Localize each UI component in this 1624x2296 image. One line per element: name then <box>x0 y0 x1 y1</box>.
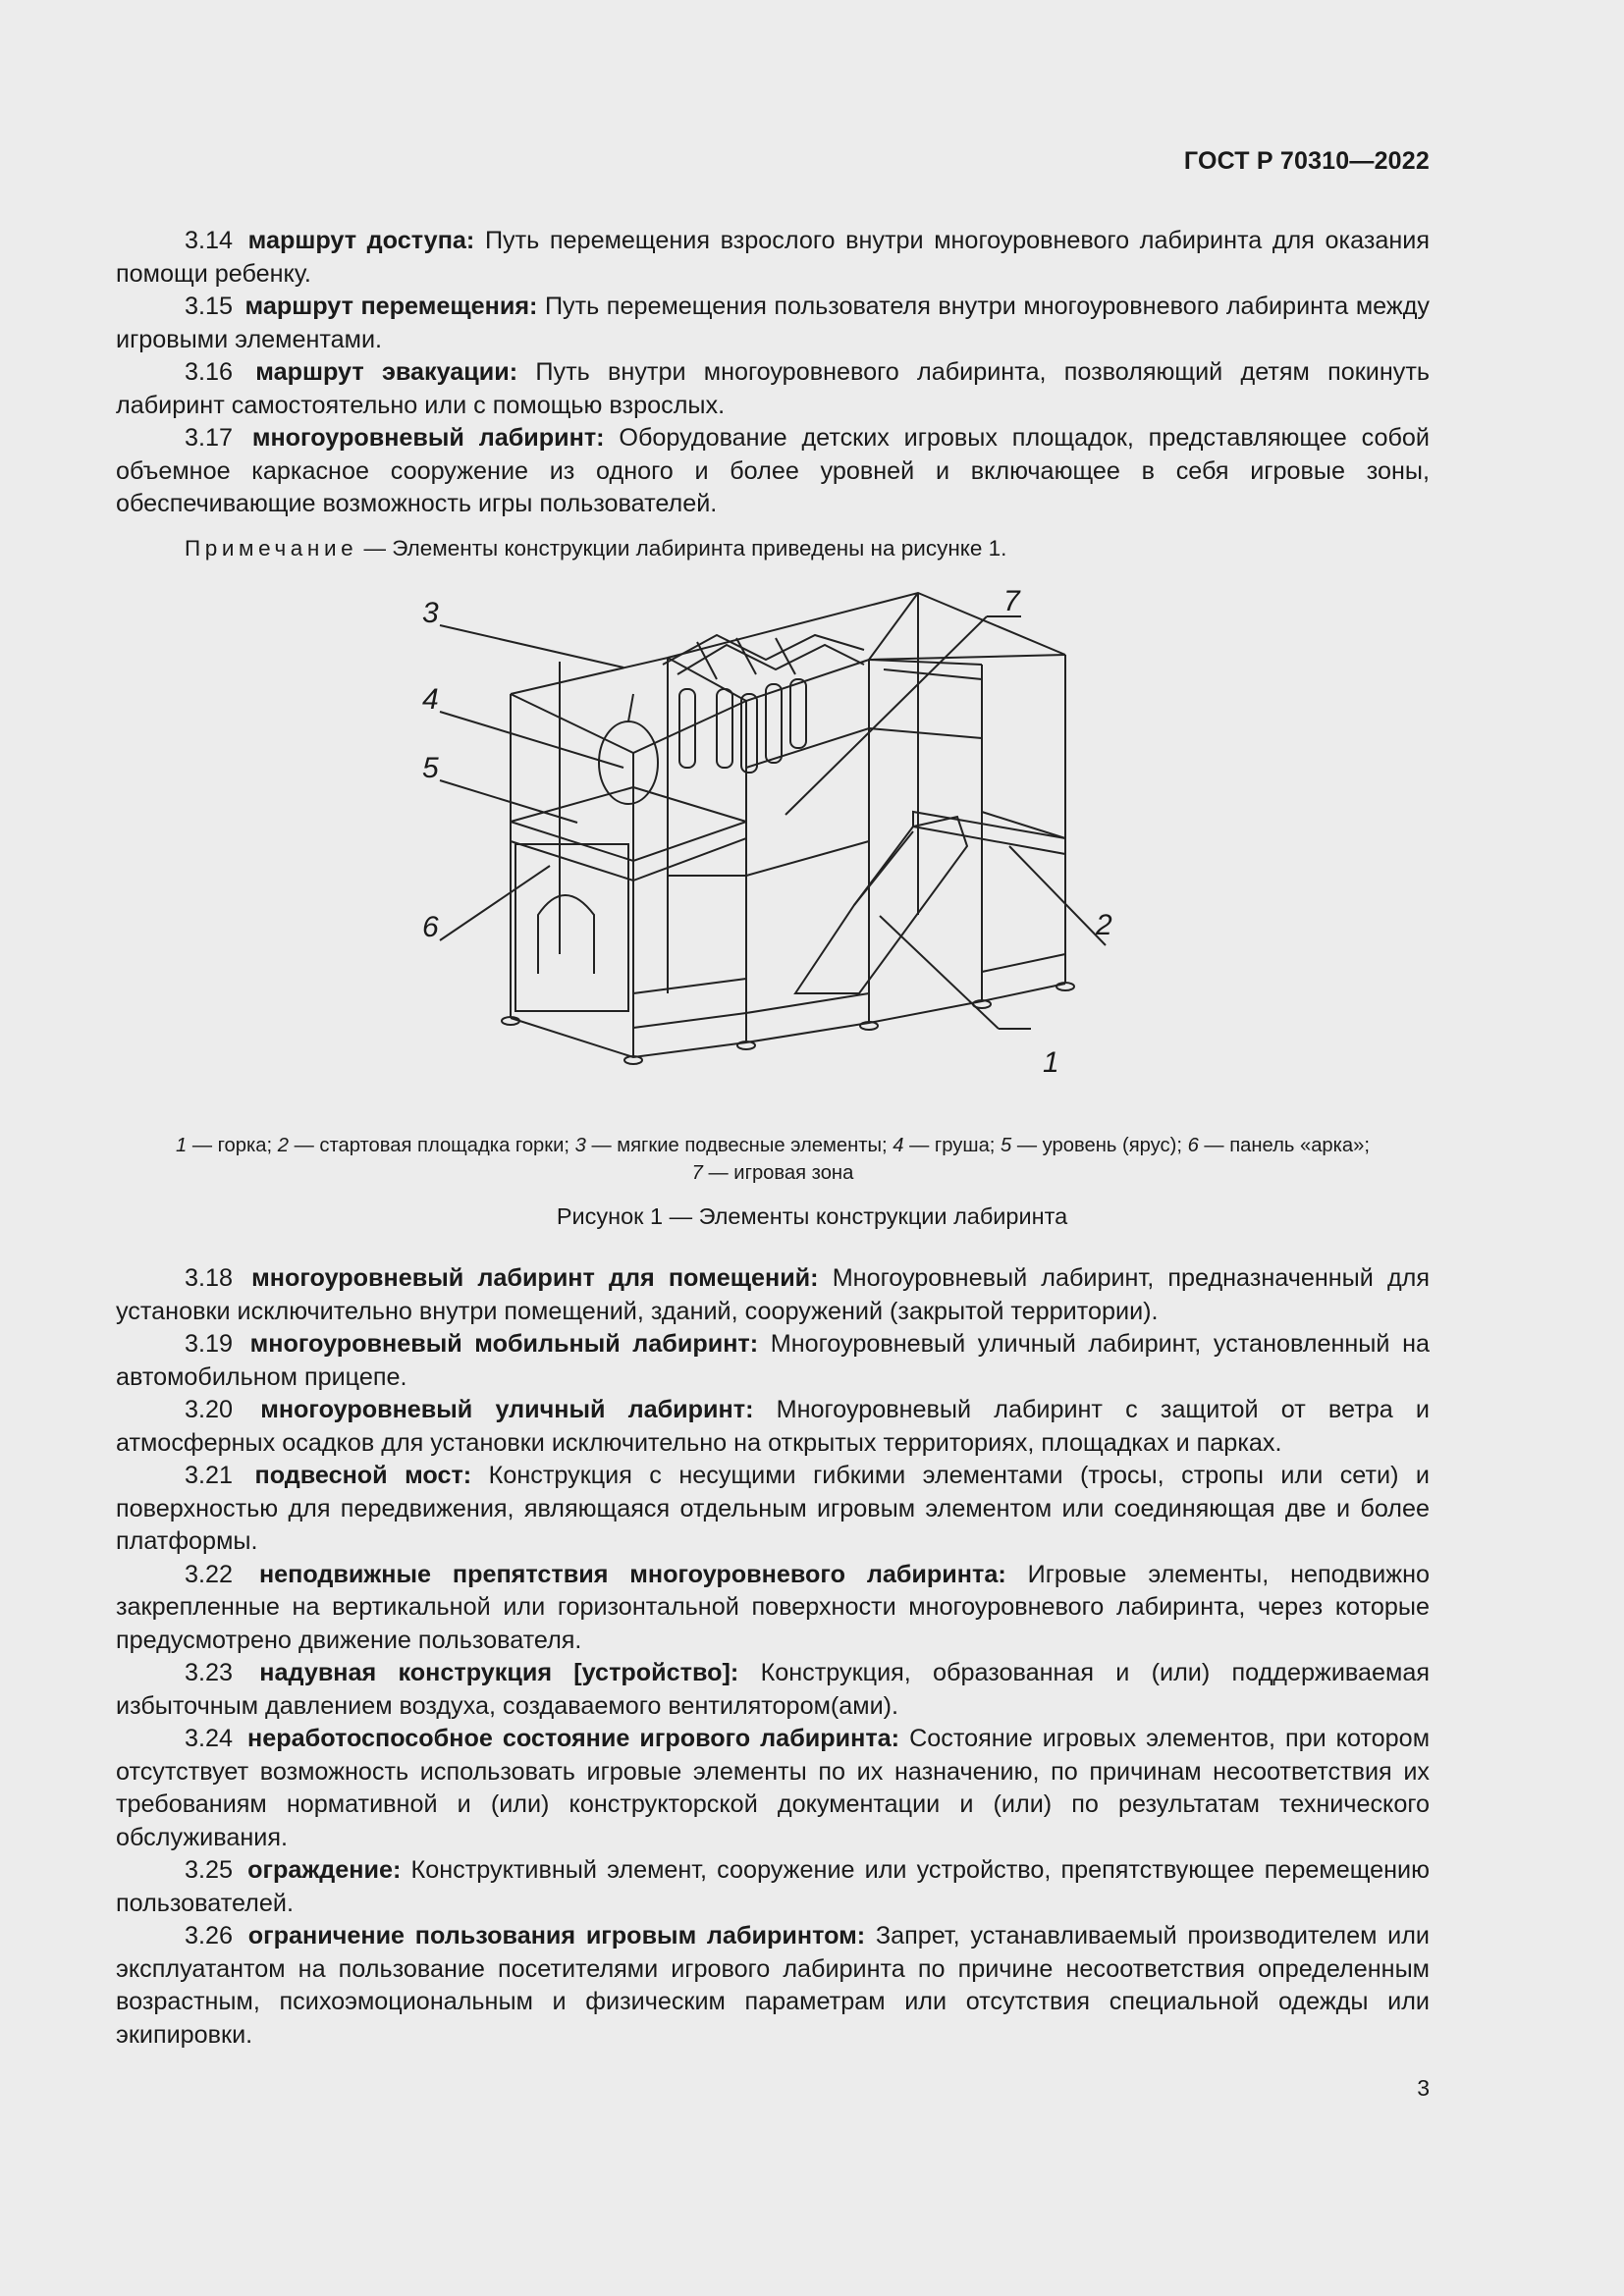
callout-5: 5 <box>422 752 439 784</box>
note-label: Примечание <box>185 536 358 561</box>
definition-3-18: 3.18 многоуровневый лабиринт для помещений: Многоуровневый лабиринт, предназначенный для установки исключительно внутри помещений, зданий, сооружений (закрытой территории). <box>116 1264 1430 1325</box>
definition-3-26: 3.26 ограничение пользования игровым лабиринтом: Запрет, устанавливаемый производителем или эксплуатантом на пользование посетителями игрового лабиринта по причине несоответствия определенным возрастным, психоэмоциональным и физическим параметрам или отсутствия специальной одежды или экипировки. <box>116 1922 1431 2049</box>
callout-4: 4 <box>422 683 439 716</box>
definition-3-19: 3.19 многоуровневый мобильный лабиринт: Многоуровневый уличный лабиринт, установленный на автомобильном прицепе. <box>116 1330 1430 1391</box>
figure-note <box>185 536 1006 561</box>
definition-3-21: 3.21 подвесной мост: Конструкция с несущими гибкими элементами (тросы, стропы или сети) и поверхностью для передвижения, являющаяся отдельным игровым элементом или соединяющая две и более платформы. <box>116 1462 1430 1555</box>
callout-2: 2 <box>1096 909 1112 941</box>
definition-3-23: 3.23 надувная конструкция [устройство]: Конструкция, образованная и (или) поддерживаемая избыточным давлением воздуха, создаваемого вентилятором(ами). <box>116 1659 1430 1720</box>
figure-legend: 1 — горка; 2 — стартовая площадка горки; 3 — мягкие подвесные элементы; 4 — груша; 5 — уровень (ярус); 6 — панель «арка»; 7 — игровая зона <box>176 1135 1370 1184</box>
callout-1: 1 <box>1043 1046 1059 1079</box>
definition-3-25: 3.25 ограждение: Конструктивный элемент, сооружение или устройство, препятствующее перемещению пользователей. <box>116 1856 1431 1917</box>
note-text: — Элементы конструкции лабиринта приведены на рисунке 1. <box>357 536 1007 561</box>
figure-labyrinth-drawing <box>422 581 1129 1101</box>
callout-3: 3 <box>422 597 439 629</box>
document-header: ГОСТ Р 70310—2022 <box>1183 147 1430 175</box>
callout-6: 6 <box>422 911 439 943</box>
definitions-top <box>116 225 1430 521</box>
figure-caption: Рисунок 1 — Элементы конструкции лабиринта <box>556 1203 1068 1229</box>
definition-3-15: 3.15 маршрут перемещения: Путь перемещения пользователя внутри многоуровневого лабиринта между игровыми элементами. <box>116 293 1431 353</box>
page-number: 3 <box>1417 2075 1430 2101</box>
definition-3-20: 3.20 многоуровневый уличный лабиринт: Многоуровневый лабиринт с защитой от ветра и атмосферных осадков для установки исключительно на открытых территориях, площадках и парках. <box>116 1396 1430 1457</box>
definition-3-16: 3.16 маршрут эвакуации: Путь внутри многоуровневого лабиринта, позволяющий детям покинуть лабиринт самостоятельно или с помощью взрослых. <box>116 358 1431 419</box>
definition-3-14: 3.14 маршрут доступа: Путь перемещения взрослого внутри многоуровневого лабиринта для оказания помощи ребенку. <box>116 227 1430 288</box>
definitions-bottom <box>116 1262 1430 2052</box>
labyrinth-illustration <box>422 581 1129 1101</box>
callout-7: 7 <box>1003 585 1020 617</box>
definition-3-24: 3.24 неработоспособное состояние игрового лабиринта: Состояние игровых элементов, при котором отсутствует возможность использовать игровые элементы по их назначению, по причинам несоответствия их требованиям нормативной и (или) конструкторской документации и (или) по результатам технического обслуживания. <box>116 1725 1431 1851</box>
definition-3-22: 3.22 неподвижные препятствия многоуровневого лабиринта: Игровые элементы, неподвижно закрепленные на вертикальной или горизонтальной поверхности многоуровневого лабиринта, через которые предусмотрено движение пользователя. <box>116 1560 1431 1654</box>
definition-3-17: 3.17 многоуровневый лабиринт: Оборудование детских игровых площадок, представляющее собой объемное каркасное сооружение из одного и более уровней и включающее в себя игровые зоны, обеспечивающие возможность игры пользователей. <box>116 424 1430 517</box>
